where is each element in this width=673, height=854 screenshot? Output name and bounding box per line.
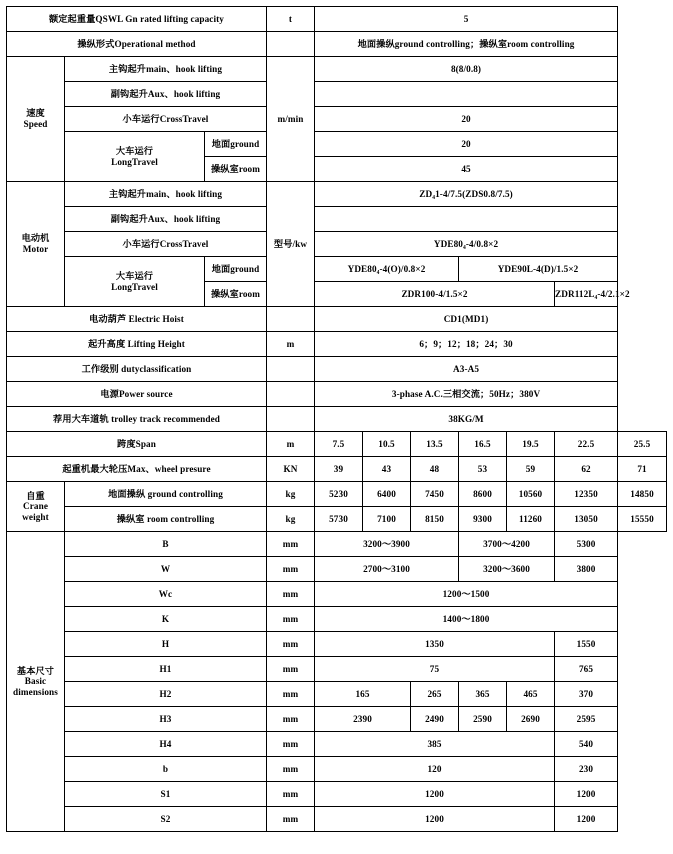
table-row	[7, 632, 667, 657]
row-value-cwr-6: 13050	[555, 507, 618, 532]
row-value-H-2: 1550	[555, 632, 618, 657]
table-row	[7, 732, 667, 757]
row-value-lifting-height: 6；9；12；18；24；30	[315, 332, 618, 357]
row-label-rated-capacity: 额定起重量QSWL Gn rated lifting capacity	[7, 7, 267, 32]
row-value-H4-2: 540	[555, 732, 618, 757]
row-value-cwg-7: 14850	[618, 482, 667, 507]
row-unit-dim-H2: mm	[267, 682, 315, 707]
row-label-dim-S2: S2	[65, 807, 267, 832]
table-row	[7, 782, 667, 807]
row-value-H3-4: 2690	[507, 707, 555, 732]
row-label-dim-H2: H2	[65, 682, 267, 707]
row-unit-motor: 型号/kw	[267, 182, 315, 307]
row-value-cwg-1: 5230	[315, 482, 363, 507]
row-unit-dim-W: mm	[267, 557, 315, 582]
row-sublabel-speed-long-travel-room: 操纵室room	[205, 157, 267, 182]
row-value-motor-long-travel-room-1: ZDR100-4/1.5×2	[315, 282, 555, 307]
row-label-dim-H3: H3	[65, 707, 267, 732]
row-label-power-source: 电源Power source	[7, 382, 267, 407]
group-label-crane-weight: 自重 Crane weight	[7, 482, 65, 532]
row-value-B-3: 5300	[555, 532, 618, 557]
row-value-cwr-5: 11260	[507, 507, 555, 532]
row-value-span-4: 16.5	[459, 432, 507, 457]
row-value-span-3: 13.5	[411, 432, 459, 457]
table-row	[7, 32, 667, 57]
row-value-S1-1: 1200	[315, 782, 555, 807]
row-value-W-2: 3200～3600	[459, 557, 555, 582]
row-label-motor-cross-travel: 小车运行CrossTravel	[65, 232, 267, 257]
row-value-wheel-4: 53	[459, 457, 507, 482]
row-label-motor-main-hook: 主钩起升main、hook lifting	[65, 182, 267, 207]
row-value-speed-long-travel-room: 45	[315, 157, 618, 182]
row-value-wheel-7: 71	[618, 457, 667, 482]
row-unit-crane-weight-room: kg	[267, 507, 315, 532]
row-unit-dim-B: mm	[267, 532, 315, 557]
row-unit-dim-H1: mm	[267, 657, 315, 682]
row-value-cwr-2: 7100	[363, 507, 411, 532]
row-unit-dim-S2: mm	[267, 807, 315, 832]
row-unit-dim-H3: mm	[267, 707, 315, 732]
row-unit-power-source	[267, 382, 315, 407]
row-unit-electric-hoist	[267, 307, 315, 332]
table-row	[7, 507, 667, 532]
row-unit-rated-capacity: t	[267, 7, 315, 32]
row-value-duty-classification: A3-A5	[315, 357, 618, 382]
row-label-dim-H: H	[65, 632, 267, 657]
group-label-basic-dimensions: 基本尺寸 Basic dimensions	[7, 532, 65, 832]
row-value-H2-5: 370	[555, 682, 618, 707]
table-row	[7, 482, 667, 507]
row-unit-operational-method	[267, 32, 315, 57]
row-value-span-1: 7.5	[315, 432, 363, 457]
row-label-trolley-track: 荐用大车道轨 trolley track recommended	[7, 407, 267, 432]
row-label-dim-S1: S1	[65, 782, 267, 807]
row-unit-crane-weight-ground: kg	[267, 482, 315, 507]
row-value-motor-main-hook: ZD₄1-4/7.5(ZDS0.8/7.5)	[315, 182, 618, 207]
row-value-wheel-3: 48	[411, 457, 459, 482]
row-value-S1-2: 1200	[555, 782, 618, 807]
row-label-speed-main-hook: 主钩起升main、hook lifting	[65, 57, 267, 82]
row-value-motor-long-travel-ground-1: YDE80₄-4(O)/0.8×2	[315, 257, 459, 282]
crane-specification-table	[6, 6, 667, 832]
row-label-dim-b: b	[65, 757, 267, 782]
row-value-speed-main-hook: 8(8/0.8)	[315, 57, 618, 82]
row-unit-span: m	[267, 432, 315, 457]
row-value-H2-3: 365	[459, 682, 507, 707]
row-value-W-1: 2700～3100	[315, 557, 459, 582]
row-value-cwr-7: 15550	[618, 507, 667, 532]
row-unit-dim-H4: mm	[267, 732, 315, 757]
table-row	[7, 432, 667, 457]
row-label-dim-B: B	[65, 532, 267, 557]
table-row	[7, 557, 667, 582]
row-value-H-1: 1350	[315, 632, 555, 657]
row-value-B-1: 3200～3900	[315, 532, 459, 557]
row-unit-dim-Wc: mm	[267, 582, 315, 607]
table-row	[7, 132, 667, 157]
row-value-S2-2: 1200	[555, 807, 618, 832]
row-unit-dim-H: mm	[267, 632, 315, 657]
row-label-span: 跨度Span	[7, 432, 267, 457]
row-value-cwr-1: 5730	[315, 507, 363, 532]
row-label-lifting-height: 起升高度 Lifting Height	[7, 332, 267, 357]
table-row	[7, 307, 667, 332]
row-label-crane-weight-room: 操纵室 room controlling	[65, 507, 267, 532]
row-value-cwg-3: 7450	[411, 482, 459, 507]
table-row	[7, 207, 667, 232]
row-sublabel-speed-long-travel-ground: 地面ground	[205, 132, 267, 157]
row-label-speed-aux-hook: 副钩起升Aux、hook lifting	[65, 82, 267, 107]
row-value-motor-long-travel-ground-2: YDE90L-4(D)/1.5×2	[459, 257, 618, 282]
row-label-motor-aux-hook: 副钩起升Aux、hook lifting	[65, 207, 267, 232]
row-label-crane-weight-ground: 地面操纵 ground controlling	[65, 482, 267, 507]
row-value-span-5: 19.5	[507, 432, 555, 457]
row-value-W-3: 3800	[555, 557, 618, 582]
row-label-dim-K: K	[65, 607, 267, 632]
table-row	[7, 657, 667, 682]
table-row	[7, 57, 667, 82]
row-value-wheel-2: 43	[363, 457, 411, 482]
row-value-motor-aux-hook	[315, 207, 618, 232]
row-label-motor-long-travel: 大车运行 LongTravel	[65, 257, 205, 307]
row-unit-speed: m/min	[267, 57, 315, 182]
row-value-span-2: 10.5	[363, 432, 411, 457]
row-value-speed-aux-hook	[315, 82, 618, 107]
table-row	[7, 232, 667, 257]
row-value-span-6: 22.5	[555, 432, 618, 457]
row-unit-max-wheel-pressure: KN	[267, 457, 315, 482]
row-label-dim-H1: H1	[65, 657, 267, 682]
row-label-duty-classification: 工作级别 dutyclassification	[7, 357, 267, 382]
row-label-dim-H4: H4	[65, 732, 267, 757]
row-sublabel-motor-long-travel-room: 操纵室room	[205, 282, 267, 307]
row-value-cwr-3: 8150	[411, 507, 459, 532]
table-row	[7, 457, 667, 482]
row-value-H3-2: 2490	[411, 707, 459, 732]
row-unit-trolley-track	[267, 407, 315, 432]
row-label-speed-cross-travel: 小车运行CrossTravel	[65, 107, 267, 132]
table-row	[7, 382, 667, 407]
row-value-wheel-1: 39	[315, 457, 363, 482]
row-value-H2-1: 165	[315, 682, 411, 707]
row-value-Wc-1: 1200～1500	[315, 582, 618, 607]
row-value-H2-2: 265	[411, 682, 459, 707]
table-row	[7, 707, 667, 732]
row-label-operational-method: 操纵形式Operational method	[7, 32, 267, 57]
row-value-speed-long-travel-ground: 20	[315, 132, 618, 157]
row-value-H1-2: 765	[555, 657, 618, 682]
row-value-cwg-6: 12350	[555, 482, 618, 507]
row-value-H1-1: 75	[315, 657, 555, 682]
table-row	[7, 257, 667, 282]
row-label-speed-long-travel: 大车运行 LongTravel	[65, 132, 205, 182]
table-row	[7, 82, 667, 107]
table-row	[7, 407, 667, 432]
row-sublabel-motor-long-travel-ground: 地面ground	[205, 257, 267, 282]
row-value-cwg-4: 8600	[459, 482, 507, 507]
row-unit-dim-K: mm	[267, 607, 315, 632]
row-unit-dim-S1: mm	[267, 782, 315, 807]
table-row	[7, 332, 667, 357]
row-value-trolley-track: 38KG/M	[315, 407, 618, 432]
table-row	[7, 807, 667, 832]
row-label-electric-hoist: 电动葫芦 Electric Hoist	[7, 307, 267, 332]
table-row	[7, 532, 667, 557]
row-value-cwr-4: 9300	[459, 507, 507, 532]
row-unit-lifting-height: m	[267, 332, 315, 357]
table-row	[7, 582, 667, 607]
row-value-operational-method: 地面操纵ground controlling；操纵室room controlling	[315, 32, 618, 57]
row-value-K-1: 1400～1800	[315, 607, 618, 632]
row-value-S2-1: 1200	[315, 807, 555, 832]
row-value-wheel-5: 59	[507, 457, 555, 482]
row-value-H2-4: 465	[507, 682, 555, 707]
row-unit-dim-b: mm	[267, 757, 315, 782]
table-row	[7, 607, 667, 632]
table-row	[7, 182, 667, 207]
group-label-motor: 电动机 Motor	[7, 182, 65, 307]
row-label-max-wheel-pressure: 起重机最大轮压Max、wheel presure	[7, 457, 267, 482]
row-value-b-1: 120	[315, 757, 555, 782]
table-row	[7, 357, 667, 382]
table-row	[7, 757, 667, 782]
row-value-span-7: 25.5	[618, 432, 667, 457]
row-value-H4-1: 385	[315, 732, 555, 757]
table-row	[7, 7, 667, 32]
row-value-B-2: 3700～4200	[459, 532, 555, 557]
row-value-wheel-6: 62	[555, 457, 618, 482]
group-label-speed: 速度 Speed	[7, 57, 65, 182]
table-row	[7, 682, 667, 707]
row-value-H3-3: 2590	[459, 707, 507, 732]
row-value-cwg-5: 10560	[507, 482, 555, 507]
row-value-rated-capacity: 5	[315, 7, 618, 32]
row-value-H3-5: 2595	[555, 707, 618, 732]
row-unit-duty-classification	[267, 357, 315, 382]
row-value-cwg-2: 6400	[363, 482, 411, 507]
row-value-speed-cross-travel: 20	[315, 107, 618, 132]
row-value-H3-1: 2390	[315, 707, 411, 732]
row-value-electric-hoist: CD1(MD1)	[315, 307, 618, 332]
row-value-motor-cross-travel: YDE80₄-4/0.8×2	[315, 232, 618, 257]
table-row	[7, 107, 667, 132]
row-value-power-source: 3-phase A.C.三相交流；50Hz；380V	[315, 382, 618, 407]
row-label-dim-W: W	[65, 557, 267, 582]
row-label-dim-Wc: Wc	[65, 582, 267, 607]
row-value-b-2: 230	[555, 757, 618, 782]
row-value-motor-long-travel-room-2: ZDR112L₄-4/2.1×2	[555, 282, 618, 307]
